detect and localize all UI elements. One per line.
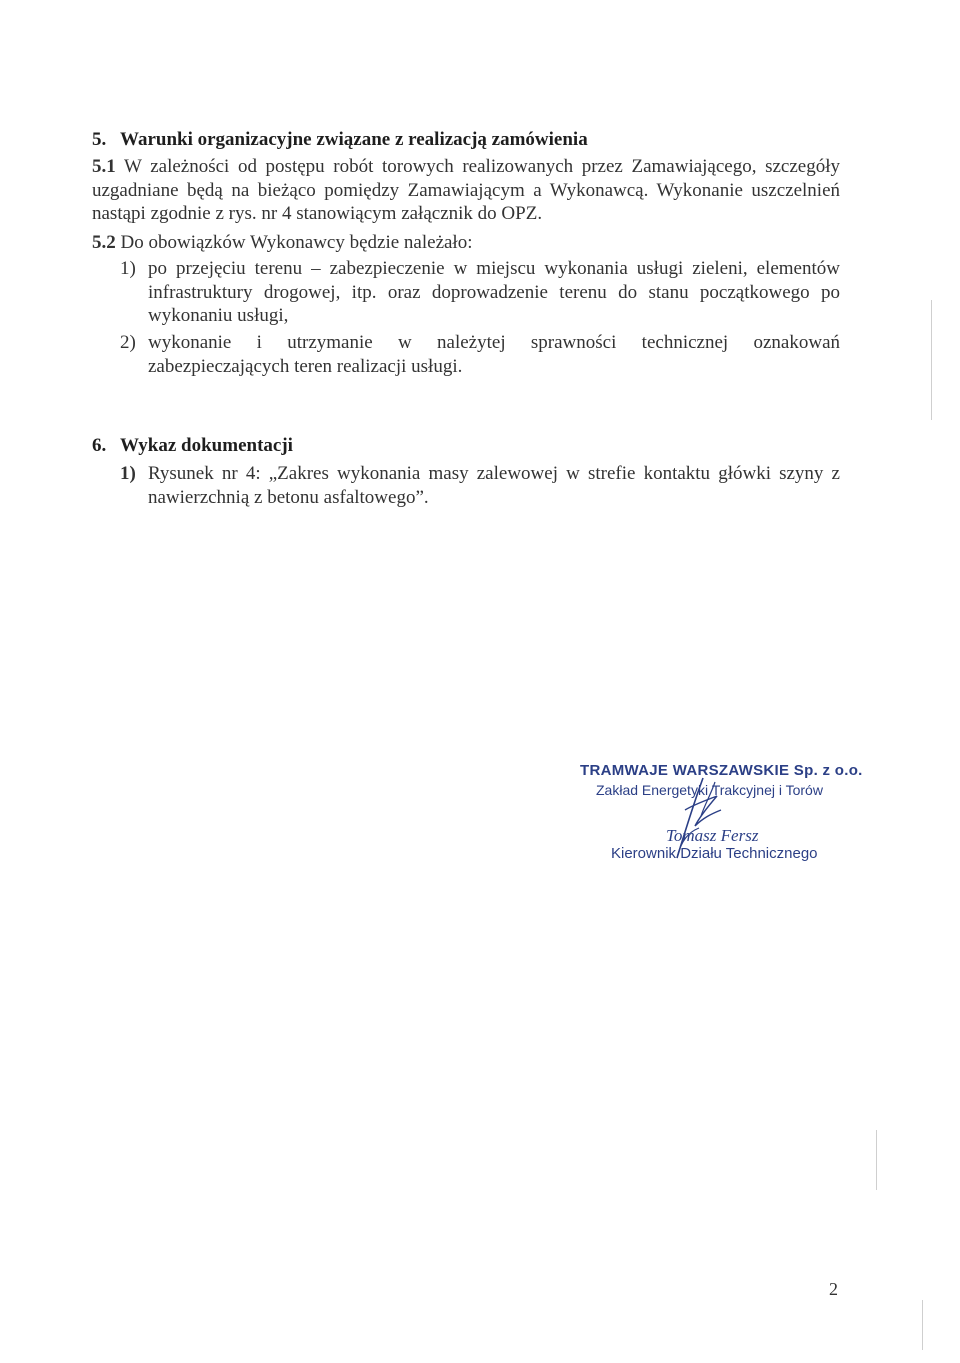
- list-item: [120, 257, 840, 328]
- section-6-title: Wykaz dokumentacji: [120, 435, 293, 456]
- list-item-number: 2): [120, 332, 136, 353]
- section-6-heading: [92, 435, 293, 457]
- stamp-department: Zakład Energetyki Trakcyjnej i Torów: [596, 782, 823, 798]
- list-item: [120, 331, 840, 378]
- paragraph-5-1-number: 5.1: [92, 156, 116, 177]
- list-item-number: 1): [120, 463, 136, 484]
- list-item-number: 1): [120, 258, 136, 279]
- stamp-signatory-role: Kierownik Działu Technicznego: [611, 845, 818, 862]
- stamp-signatory-name: Tomasz Fersz: [666, 826, 759, 845]
- section-6-number: 6.: [92, 435, 107, 456]
- paragraph-5-1: [92, 155, 840, 226]
- page-number: 2: [829, 1279, 838, 1299]
- scan-artifact-line: [876, 1130, 877, 1190]
- paragraph-5-2-number: 5.2: [92, 232, 116, 253]
- section-5-number: 5.: [92, 129, 107, 150]
- list-item-text: Rysunek nr 4: „Zakres wykonania masy zalewowej w strefie kontaktu główki szyny z nawierzchnią z betonu asfaltowego”.: [148, 463, 840, 508]
- paragraph-5-2: [92, 231, 840, 255]
- stamp-company: TRAMWAJE WARSZAWSKIE Sp. z o.o.: [580, 762, 863, 779]
- list-item-text: po przejęciu terenu – zabezpieczenie w miejscu wykonania usługi zieleni, elementów infrastruktury drogowej, itp. oraz doprowadzenie terenu do stanu początkowego po wykonaniu usługi,: [148, 258, 840, 326]
- section-5-heading: [92, 129, 588, 151]
- scan-artifact-line: [922, 1300, 923, 1350]
- paragraph-5-1-text: W zależności od postępu robót torowych realizowanych przez Zamawiającego, szczegóły uzgadniane będą na bieżąco pomiędzy Zamawiającym a Wykonawcą. Wykonanie uszczelnień nastąpi zgodnie z rys. nr 4 stanowiącym załącznik do OPZ.: [92, 156, 840, 224]
- section-5-title: Warunki organizacyjne związane z realizacją zamówienia: [120, 129, 588, 150]
- paragraph-5-2-text: Do obowiązków Wykonawcy będzie należało:: [115, 232, 473, 253]
- scan-artifact-line: [931, 300, 932, 420]
- list-item: [120, 462, 840, 509]
- list-item-text: wykonanie i utrzymanie w należytej sprawności technicznej oznakowań zabezpieczających teren realizacji usługi.: [148, 332, 840, 377]
